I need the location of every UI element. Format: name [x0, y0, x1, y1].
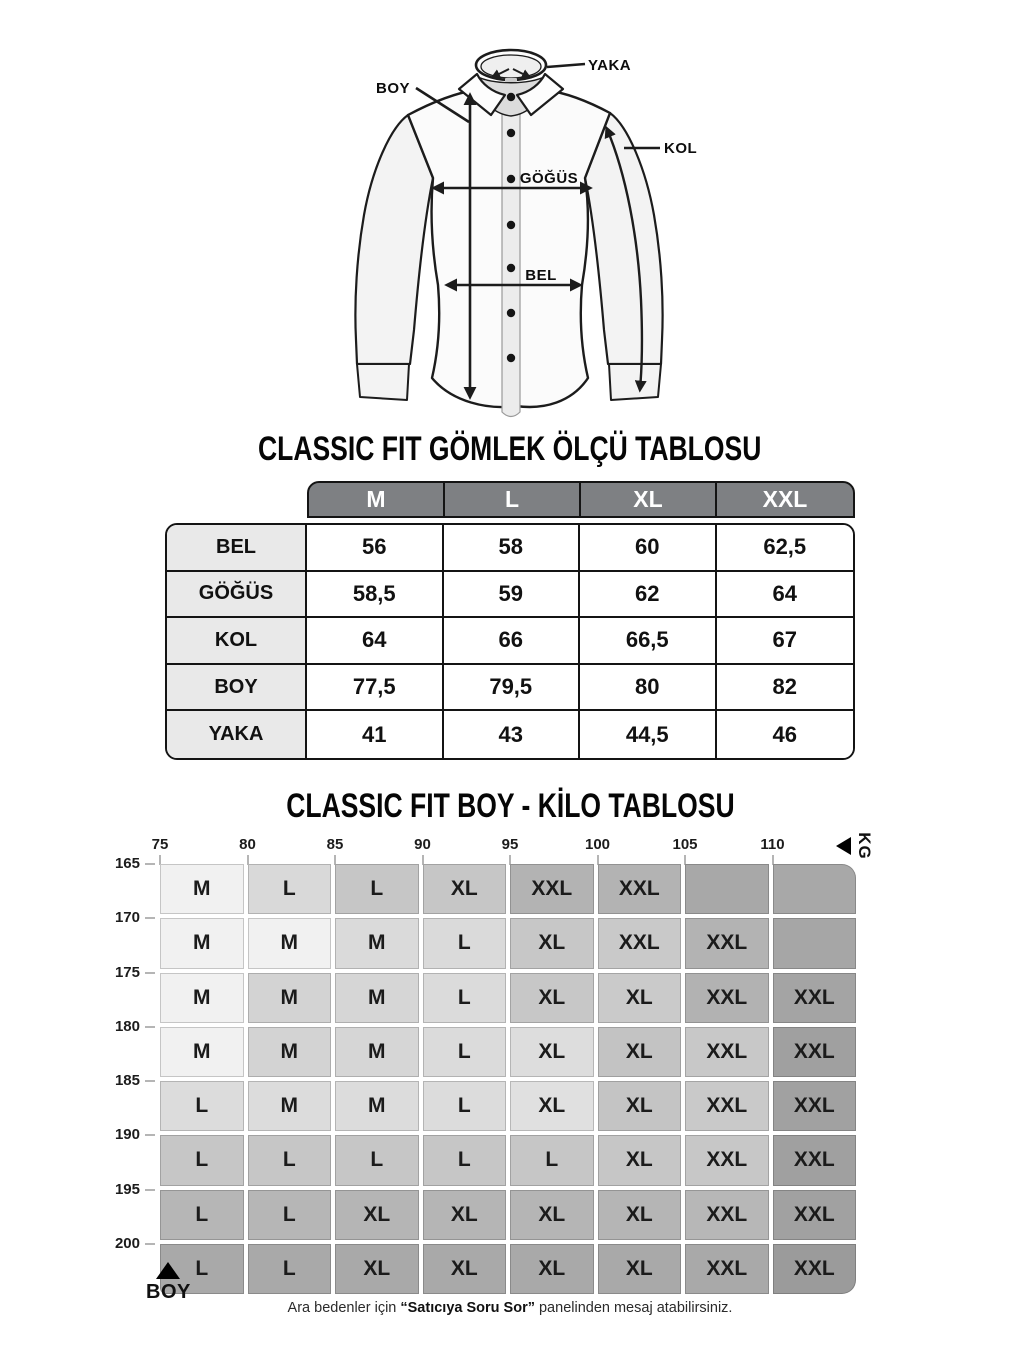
boy-tick-label-185: 185 — [114, 1072, 140, 1089]
fit-cell: L — [160, 1190, 244, 1240]
size-value-cell: 62 — [580, 572, 717, 619]
fit-cell: XL — [335, 1244, 419, 1294]
fit-cell: L — [423, 918, 507, 968]
size-value-cell: 64 — [717, 572, 854, 619]
fit-cell: M — [335, 1027, 419, 1077]
fit-cell — [685, 864, 769, 914]
kg-axis — [151, 836, 856, 866]
boy-tick-mark — [145, 1080, 155, 1082]
fit-cell: M — [160, 973, 244, 1023]
boy-axis-marker — [146, 1262, 190, 1304]
boy-tick-label-175: 175 — [114, 963, 140, 981]
fit-cell: XXL — [598, 918, 682, 968]
bel-label: BEL — [525, 267, 557, 284]
size-value-cell: 41 — [307, 711, 444, 758]
size-value-cell: 64 — [307, 618, 444, 665]
fit-cell: L — [248, 1190, 332, 1240]
size-col-header-M: M — [309, 483, 445, 516]
kg-tick-label-95: 95 — [501, 836, 519, 853]
size-value-cell: 43 — [444, 711, 581, 758]
gogus-label: GÖĞÜS — [519, 170, 579, 187]
size-row-label-YAKA: YAKA — [167, 711, 307, 758]
fit-cell: XXL — [685, 1135, 769, 1185]
fit-cell: M — [160, 864, 244, 914]
fit-cell: M — [335, 918, 419, 968]
fit-cell: L — [335, 1135, 419, 1185]
size-value-cell: 60 — [580, 525, 717, 572]
boy-tick-mark — [145, 917, 155, 919]
boy-arrow-icon — [156, 1262, 180, 1279]
fit-cell: M — [248, 1081, 332, 1131]
footer-note — [0, 1300, 1020, 1316]
size-value-cell: 82 — [717, 665, 854, 712]
fit-cell — [773, 864, 857, 914]
fit-cell: XL — [423, 864, 507, 914]
collar-band-inner — [481, 55, 541, 78]
size-value-cell: 77,5 — [307, 665, 444, 712]
size-value-cell: 58 — [444, 525, 581, 572]
kg-arrow-icon — [836, 837, 851, 855]
size-value-cell: 67 — [717, 618, 854, 665]
boy-tick-mark — [145, 1189, 155, 1191]
size-col-header-L: L — [445, 483, 581, 516]
fit-cell: L — [248, 1135, 332, 1185]
size-value-cell: 66 — [444, 618, 581, 665]
fit-cell: M — [248, 1027, 332, 1077]
fit-cell: M — [335, 973, 419, 1023]
boy-tick-label-195: 195 — [114, 1180, 140, 1198]
fit-cell: M — [335, 1081, 419, 1131]
fit-cell: XXL — [685, 973, 769, 1023]
fit-cell: XXL — [598, 864, 682, 914]
fit-cell: L — [160, 1244, 244, 1294]
size-value-cell: 59 — [444, 572, 581, 619]
kg-axis-marker — [836, 834, 878, 858]
boy-label: BOY — [375, 80, 410, 97]
boy-tick-mark — [145, 1026, 155, 1028]
size-value-cell: 56 — [307, 525, 444, 572]
size-table-body — [165, 523, 855, 760]
kg-axis-label: KG — [854, 832, 874, 860]
kg-tick-label-110: 110 — [760, 836, 785, 853]
size-row-label-KOL: KOL — [167, 618, 307, 665]
size-value-cell: 79,5 — [444, 665, 581, 712]
collar-brand-tag — [505, 78, 517, 82]
fit-cell: XXL — [685, 918, 769, 968]
size-table-header — [307, 481, 855, 518]
fit-cell: XL — [423, 1244, 507, 1294]
fit-cell: XL — [598, 1027, 682, 1077]
boy-tick-label-165: 165 — [114, 855, 140, 872]
fit-cell: XL — [598, 1244, 682, 1294]
fit-chart-title: CLASSIC FIT BOY - KİLO TABLOSU — [285, 787, 735, 825]
boy-tick-label-180: 180 — [114, 1017, 140, 1035]
fit-cell: XL — [423, 1190, 507, 1240]
size-row-label-BOY: BOY — [167, 665, 307, 712]
fit-cell: XL — [598, 973, 682, 1023]
fit-cell: XXL — [773, 1135, 857, 1185]
fit-cell: XXL — [685, 1081, 769, 1131]
fit-cell: XL — [510, 1190, 594, 1240]
fit-cell: L — [423, 1027, 507, 1077]
fit-cell: XXL — [685, 1190, 769, 1240]
fit-cell: M — [160, 918, 244, 968]
fit-cell: XXL — [685, 1027, 769, 1077]
size-value-cell: 80 — [580, 665, 717, 712]
fit-cell: XL — [510, 973, 594, 1023]
fit-cell: XL — [510, 1244, 594, 1294]
fit-cell: XXL — [773, 1027, 857, 1077]
fit-cell: L — [248, 1244, 332, 1294]
fit-cell: L — [423, 1135, 507, 1185]
size-value-cell: 62,5 — [717, 525, 854, 572]
footer-bold: “Satıcıya Soru Sor” — [400, 1300, 535, 1316]
fit-cell — [773, 918, 857, 968]
kg-tick-label-75: 75 — [151, 836, 169, 853]
fit-cell: L — [335, 864, 419, 914]
left-sleeve — [355, 115, 433, 364]
fit-cell: XL — [598, 1190, 682, 1240]
size-col-header-XXL: XXL — [762, 486, 808, 512]
size-value-cell: 58,5 — [307, 572, 444, 619]
shirt-diagram — [290, 22, 730, 430]
fit-cell: XL — [598, 1081, 682, 1131]
fit-cell: M — [248, 973, 332, 1023]
fit-cell: M — [248, 918, 332, 968]
boy-tick-label-190: 190 — [114, 1126, 140, 1144]
fit-cell: XL — [335, 1190, 419, 1240]
size-table-title: CLASSIC FIT GÖMLEK ÖLÇÜ TABLOSU — [258, 430, 762, 468]
fit-cell: L — [248, 864, 332, 914]
fit-cell: M — [160, 1027, 244, 1077]
size-value-cell: 44,5 — [580, 711, 717, 758]
size-row-label-GÖĞÜS: GÖĞÜS — [167, 572, 307, 619]
size-col-header-XL: XL — [581, 483, 717, 516]
boy-tick-mark — [145, 1134, 155, 1136]
footer-prefix: Ara bedenler için — [287, 1300, 401, 1316]
fit-cell: XXL — [773, 1244, 857, 1294]
size-value-cell: 46 — [717, 711, 854, 758]
boy-tick-label-200: 200 — [114, 1234, 140, 1252]
fit-cell: XL — [510, 1081, 594, 1131]
fit-cell: XXL — [773, 1081, 857, 1131]
fit-cell: XXL — [685, 1244, 769, 1294]
boy-axis-label: BOY — [146, 1281, 191, 1303]
yaka-label: YAKA — [588, 57, 632, 74]
fit-cell: L — [160, 1081, 244, 1131]
fit-cell: XL — [510, 918, 594, 968]
placket — [502, 90, 520, 417]
fit-cell: XXL — [510, 864, 594, 914]
fit-cell: XXL — [773, 1190, 857, 1240]
kg-tick-label-90: 90 — [414, 836, 431, 853]
size-row-label-BEL: BEL — [167, 525, 307, 572]
kg-tick-label-105: 105 — [672, 836, 698, 853]
boy-tick-mark — [145, 863, 155, 865]
fit-cell: L — [160, 1135, 244, 1185]
fit-cell: XL — [598, 1135, 682, 1185]
yaka-pointer-line — [547, 64, 585, 67]
fit-cell: XXL — [773, 973, 857, 1023]
fit-cell: L — [510, 1135, 594, 1185]
boy-tick-mark — [145, 1243, 155, 1245]
boy-tick-mark — [145, 972, 155, 974]
kg-tick-label-100: 100 — [584, 836, 611, 853]
fit-cell: L — [423, 973, 507, 1023]
right-cuff — [609, 364, 661, 400]
boy-axis — [95, 855, 157, 1294]
kg-tick-label-85: 85 — [326, 836, 344, 853]
size-value-cell: 66,5 — [580, 618, 717, 665]
left-cuff — [357, 364, 409, 400]
boy-tick-label-170: 170 — [114, 909, 140, 927]
kol-label: KOL — [664, 140, 698, 157]
footer-suffix: panelinden mesaj atabilirsiniz. — [534, 1300, 733, 1316]
fit-cell: XL — [510, 1027, 594, 1077]
fit-grid — [160, 864, 856, 1294]
fit-cell: L — [423, 1081, 507, 1131]
kg-tick-label-80: 80 — [239, 836, 256, 853]
